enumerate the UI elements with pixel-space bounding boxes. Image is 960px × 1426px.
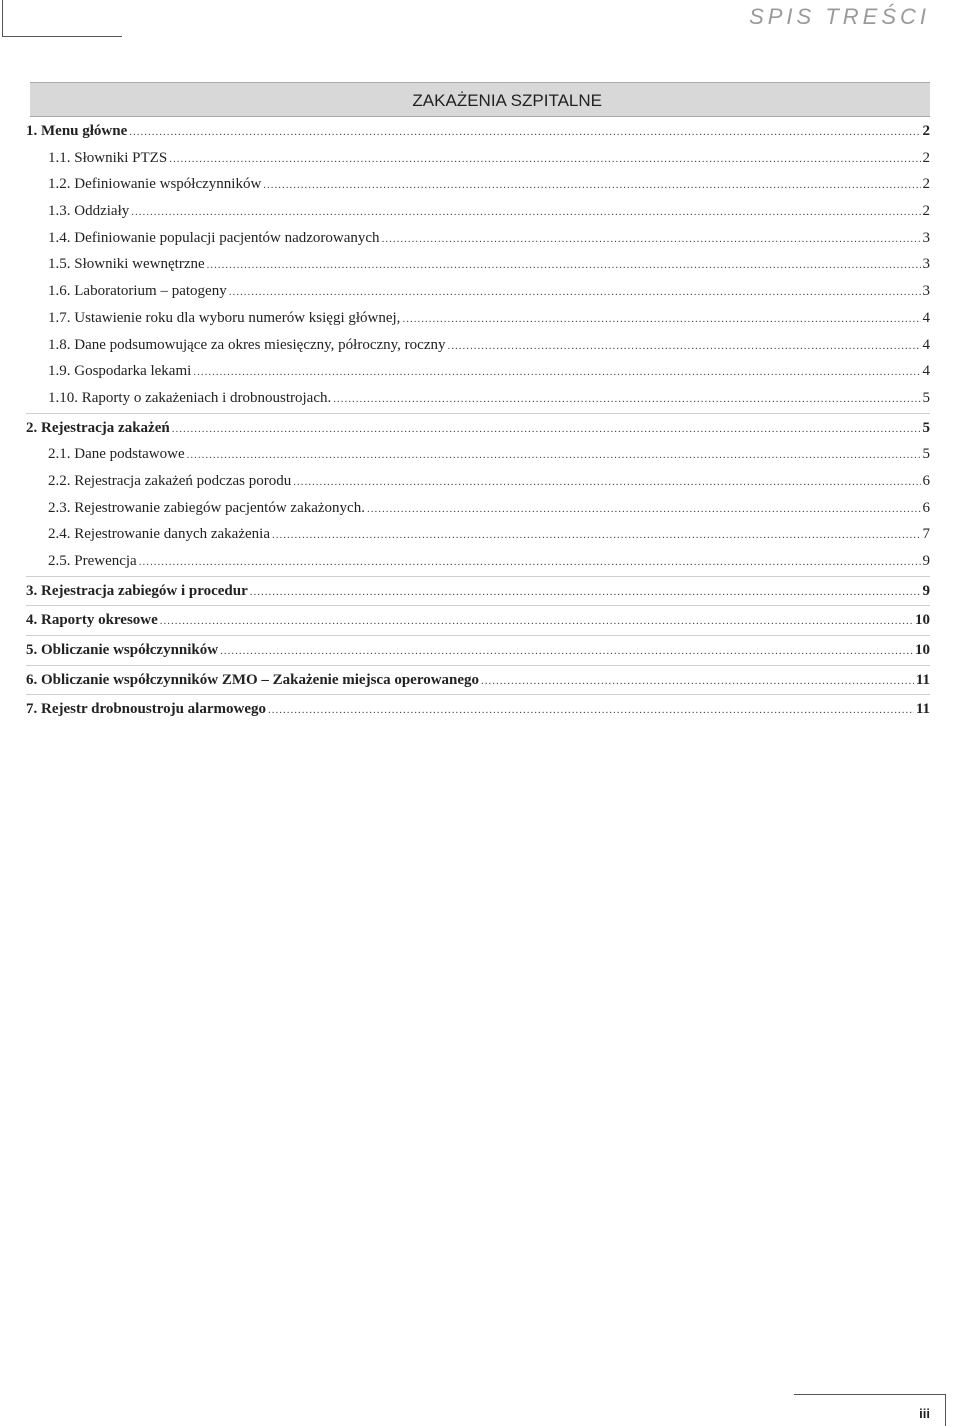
toc-entry-label: 1.7. Ustawienie roku dla wyboru numerów księgi głównej, [48,309,401,326]
toc-entry[interactable] [26,118,930,145]
toc-entry-page: 11 [915,671,930,688]
toc-entry-label: 2. Rejestracja zakażeń [26,419,170,436]
toc-entry-label: 1.9. Gospodarka lekami [48,363,192,380]
toc-entry[interactable] [26,305,930,332]
toc-entry-page: 10 [915,642,930,659]
toc-entry[interactable] [26,667,930,694]
toc-leader-dots [229,279,921,306]
toc-entry[interactable] [26,415,930,442]
toc-leader-dots [220,638,913,665]
toc-entry[interactable] [26,521,930,548]
toc-entry-page: 5 [922,389,930,406]
toc-entry-page: 2 [922,149,930,166]
toc-leader-dots [193,359,920,386]
toc-leader-dots [169,146,920,173]
toc-entry[interactable] [26,385,930,412]
toc-leader-dots [382,226,921,253]
toc-entry[interactable] [26,251,930,278]
toc-entry[interactable] [26,441,930,468]
toc-leader-dots [250,579,921,606]
toc-divider [26,635,930,636]
page-header-title: SPIS TREŚCI [749,4,930,29]
toc-entry-page: 5 [922,419,930,436]
toc-entry-label: 1.5. Słowniki wewnętrzne [48,256,205,273]
toc-entry[interactable] [26,607,930,634]
toc-divider [26,694,930,695]
toc-leader-dots [139,549,921,576]
table-of-contents [26,118,930,723]
toc-leader-dots [268,697,914,724]
toc-entry[interactable] [26,358,930,385]
toc-entry-label: 2.2. Rejestracja zakażeń podczas porodu [48,472,292,489]
toc-entry-page: 11 [915,701,930,718]
toc-entry[interactable] [26,468,930,495]
toc-leader-dots [172,416,921,443]
toc-leader-dots [272,522,921,549]
toc-divider [26,413,930,414]
toc-divider [26,665,930,666]
footer-frame-line [794,1394,946,1395]
toc-leader-dots [187,442,921,469]
toc-entry[interactable] [26,278,930,305]
toc-entry-label: 2.1. Dane podstawowe [48,446,185,463]
toc-entry-label: 1. Menu główne [26,123,128,139]
toc-entry-label: 3. Rejestracja zabiegów i procedur [26,582,248,599]
toc-divider [26,576,930,577]
toc-entry[interactable] [26,332,930,359]
toc-entry[interactable] [26,171,930,198]
toc-entry-label: 4. Raporty okresowe [26,612,158,629]
toc-leader-dots [448,333,921,360]
toc-entry-label: 1.3. Oddziały [48,203,130,220]
toc-entry-page: 7 [922,526,930,543]
toc-entry-page: 4 [922,363,930,380]
toc-entry[interactable] [26,225,930,252]
toc-entry-label: 1.1. Słowniki PTZS [48,149,168,166]
toc-entry-page: 6 [922,472,930,489]
toc-entry-label: 1.10. Raporty o zakażeniach i drobnoustrojach. [48,389,332,406]
toc-entry-label: 1.4. Definiowanie populacji pacjentów nadzorowanych [48,229,380,246]
toc-leader-dots [481,668,914,695]
toc-leader-dots [367,496,921,523]
toc-entry-page: 4 [922,309,930,326]
toc-leader-dots [402,306,920,333]
toc-divider [26,605,930,606]
toc-leader-dots [129,119,920,146]
toc-entry-label: 1.2. Definiowanie współczynników [48,176,262,193]
toc-entry[interactable] [26,198,930,225]
page-number: iii [919,1406,930,1421]
toc-entry[interactable] [26,495,930,522]
toc-entry-page: 9 [922,553,930,569]
toc-entry-label: 6. Obliczanie współczynników ZMO – Zakażenie miejsca operowanego [26,671,480,688]
toc-leader-dots [207,252,921,279]
section-title: ZAKAŻENIA SZPITALNE [412,91,602,110]
toc-entry-label: 2.3. Rejestrowanie zabiegów pacjentów zakażonych. [48,499,365,516]
toc-entry[interactable] [26,578,930,605]
toc-entry[interactable] [26,637,930,664]
toc-entry[interactable] [26,696,930,723]
toc-entry[interactable] [26,548,930,575]
toc-entry-page: 10 [915,612,930,629]
header-frame-line [2,0,3,36]
toc-entry[interactable] [26,145,930,172]
toc-entry-page: 2 [922,123,930,139]
toc-leader-dots [160,608,913,635]
toc-entry-page: 4 [922,336,930,353]
toc-entry-page: 6 [922,499,930,516]
toc-entry-page: 3 [922,229,930,246]
footer-frame-line [945,1394,946,1426]
toc-entry-page: 3 [922,256,930,273]
toc-entry-page: 2 [922,176,930,193]
toc-entry-label: 1.6. Laboratorium – patogeny [48,283,227,300]
toc-entry-page: 3 [922,283,930,300]
toc-leader-dots [333,386,920,413]
toc-leader-dots [293,469,920,496]
header-frame-line [2,36,122,37]
toc-entry-label: 7. Rejestr drobnoustroju alarmowego [26,701,266,718]
toc-entry-label: 1.8. Dane podsumowujące za okres miesięczny, półroczny, roczny [48,336,446,353]
toc-leader-dots [263,172,920,199]
toc-entry-label: 2.4. Rejestrowanie danych zakażenia [48,526,270,543]
toc-entry-label: 5. Obliczanie współczynników [26,642,219,659]
toc-entry-page: 5 [922,446,930,463]
toc-entry-label: 2.5. Prewencja [48,553,137,569]
toc-leader-dots [131,199,920,226]
toc-entry-page: 2 [922,203,930,220]
toc-entry-page: 9 [922,582,930,599]
